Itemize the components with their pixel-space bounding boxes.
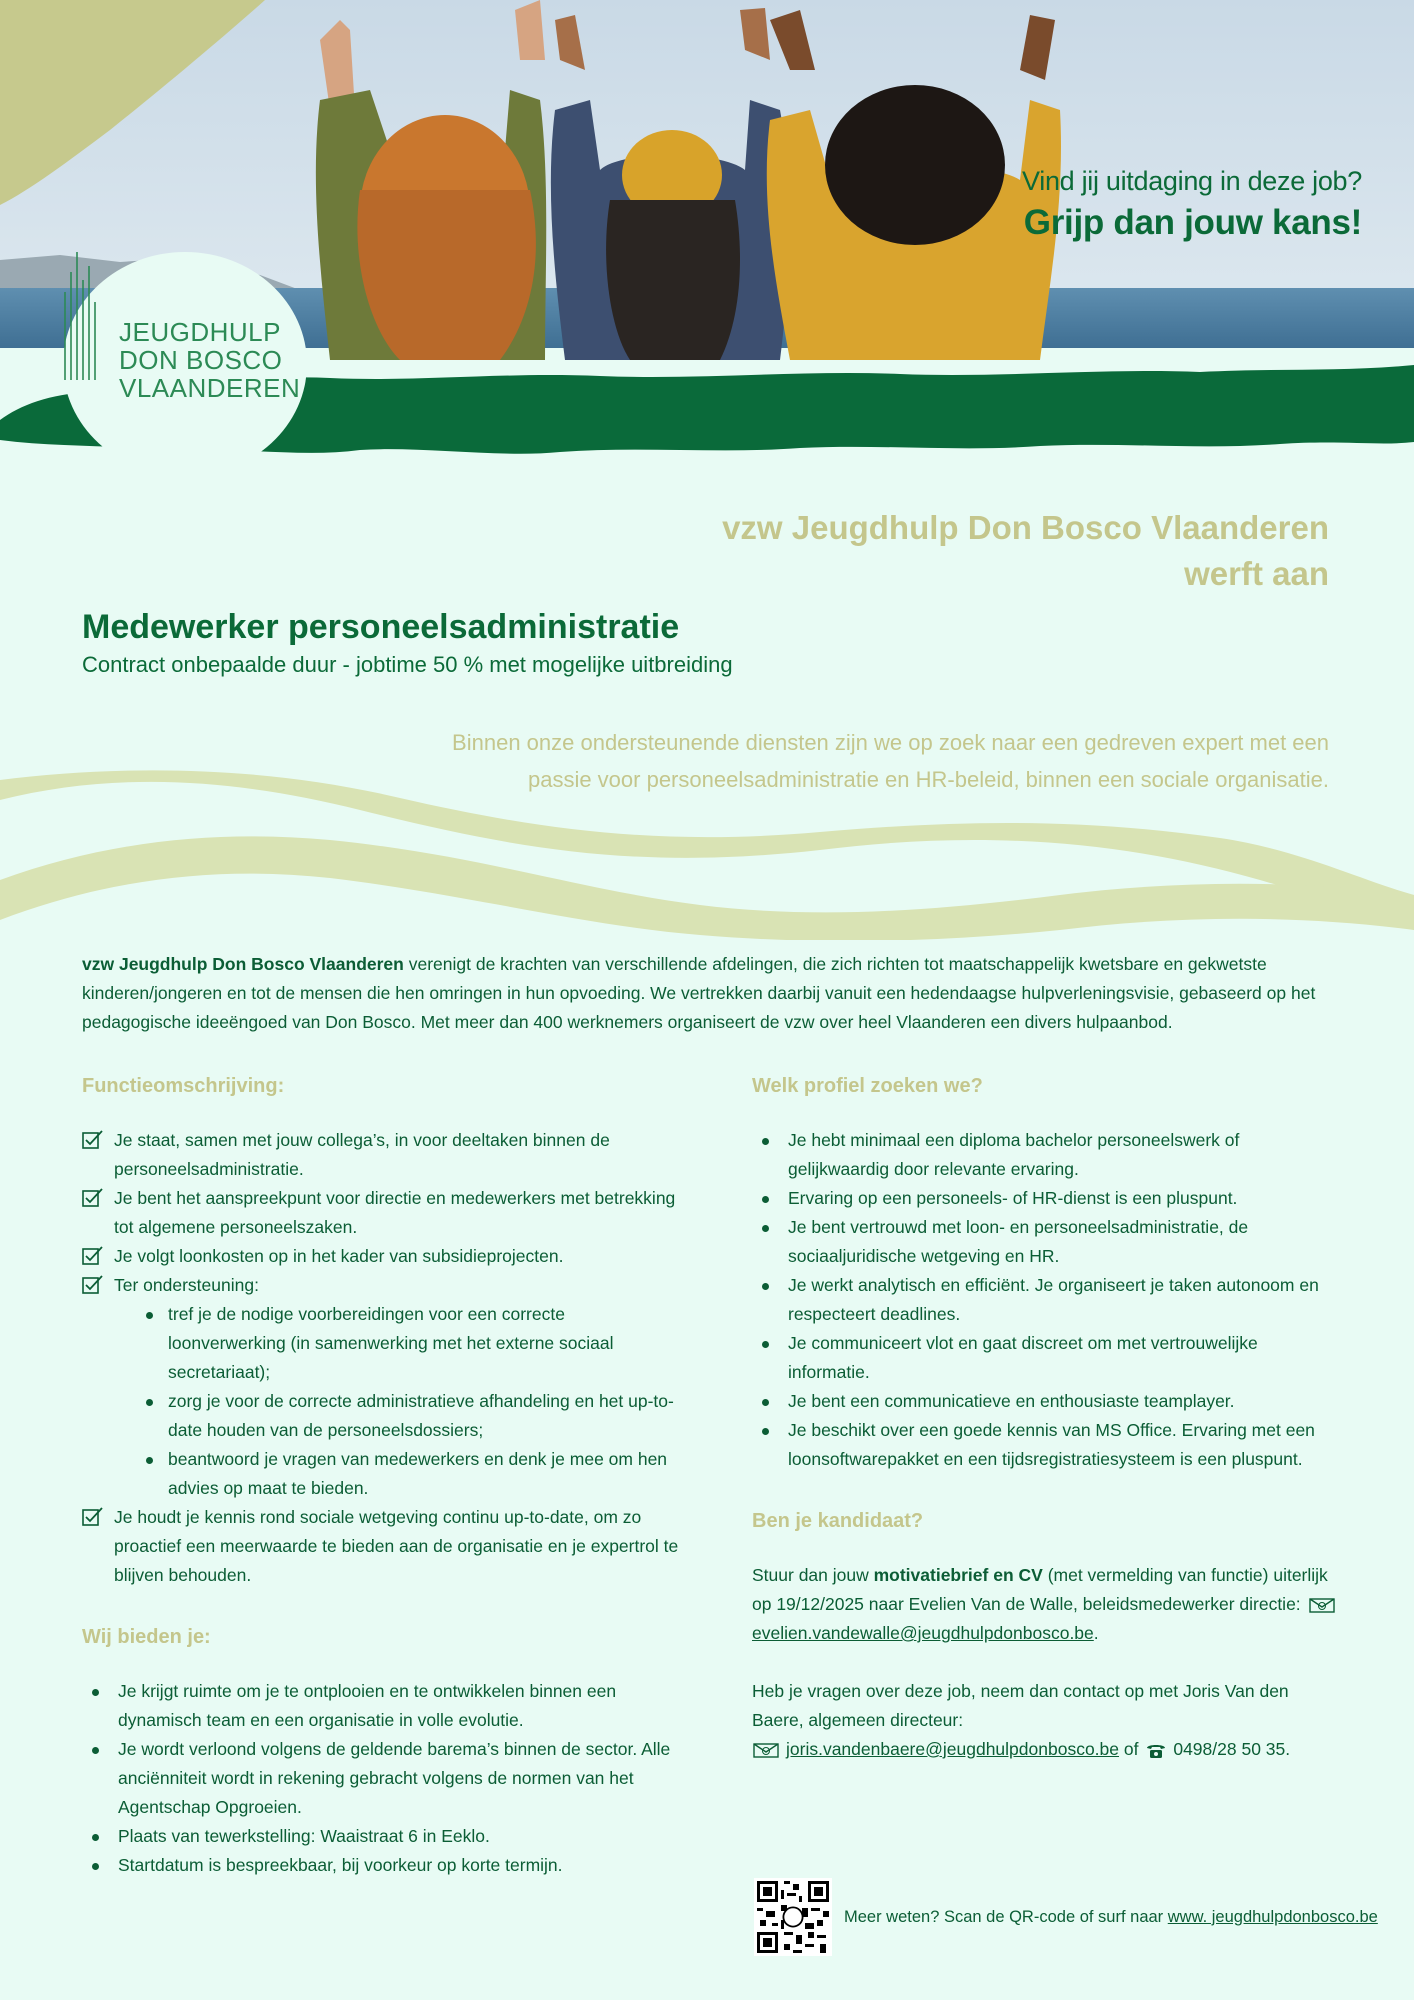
footer-text xyxy=(844,1908,1378,1927)
about-text: verenigt de krachten van verschillende afdelingen, die zich richten tot maatschappelijk kwetsbare en gekwetste kinderen/jongeren en tot de mensen die hen omringen in hun opvoeding. We vertrekken daarbij vanuit een hedendaagse hulpverleningsvisie, gebaseerd op het pedagogische ideeëngoed van Don Bosco. Met meer dan 400 werknemers organiseert de vzw over heel Vlaanderen een divers hulpaanbod. xyxy=(82,954,1316,1032)
job-title: Medewerker personeelsadministratie xyxy=(82,608,680,646)
functie-title: Functieomschrijving: xyxy=(82,1075,285,1097)
org-heading xyxy=(722,505,1329,597)
functie-item xyxy=(82,1271,682,1503)
profiel-item: Je werkt analytisch en efficiënt. Je organiseert je taken autonoom en respecteert deadlines. xyxy=(752,1271,1342,1329)
profiel-item: Je beschikt over een goede kennis van MS Office. Ervaring met een loonsoftwarepakket en een tijdsregistratiesysteem is een pluspunt. xyxy=(752,1416,1342,1474)
org-heading-line-1: vzw Jeugdhulp Don Bosco Vlaanderen xyxy=(722,509,1329,546)
functie-sub-item: zorg je voor de correcte administratieve afhandeling en het up-to-date houden van de personeelsdossiers; xyxy=(138,1387,682,1445)
profiel-item: Je bent vertrouwd met loon- en personeelsadministratie, de sociaaljuridische wetgeving en HR. xyxy=(752,1213,1342,1271)
checkbox-icon xyxy=(82,1188,104,1208)
right-column xyxy=(752,1075,1342,1764)
kandidaat-text: (met vermelding van functie) uiterlijk op 19/12/2025 naar Evelien Van de Walle, beleidsmedewerker directie: xyxy=(752,1565,1328,1614)
functie-item-text: Je houdt je kennis rond sociale wetgeving continu up-to-date, om zo proactief een meerwaarde te bieden aan de organisatie en je expertrol te blijven behouden. xyxy=(114,1507,679,1585)
bieden-item: Plaats van tewerkstelling: Waaistraat 6 in Eeklo. xyxy=(82,1822,682,1851)
functie-sub-item: beantwoord je vragen van medewerkers en denk je mee om hen advies op maat te bieden. xyxy=(138,1445,682,1503)
logo-text xyxy=(119,318,300,402)
about-org-name: vzw Jeugdhulp Don Bosco Vlaanderen xyxy=(82,954,404,974)
kandidaat-text: Heb je vragen over deze job, neem dan contact op met Joris Van den Baere, algemeen directeur: xyxy=(752,1681,1289,1730)
checkbox-icon xyxy=(82,1275,104,1295)
org-heading-line-2: werft aan xyxy=(1184,555,1329,592)
bieden-item: Startdatum is bespreekbaar, bij voorkeur op korte termijn. xyxy=(82,1851,682,1880)
functie-item-text: Je volgt loonkosten op in het kader van subsidieprojecten. xyxy=(114,1246,564,1266)
intro-text xyxy=(429,724,1329,798)
bieden-list xyxy=(82,1677,682,1880)
functie-item xyxy=(82,1503,682,1590)
qr-code-icon[interactable] xyxy=(754,1878,832,1956)
functie-item xyxy=(82,1184,682,1242)
logo-line-3: VLAANDEREN xyxy=(119,373,301,403)
organization-logo xyxy=(63,252,307,476)
email-link-evelien[interactable]: evelien.vandewalle@jeugdhulpdonbosco.be xyxy=(752,1623,1094,1643)
checkbox-icon xyxy=(82,1507,104,1527)
bieden-item: Je krijgt ruimte om je te ontplooien en te ontwikkelen binnen een dynamisch team en een organisatie in volle evolutie. xyxy=(82,1677,682,1735)
functie-item-text: Ter ondersteuning: xyxy=(114,1275,259,1295)
kandidaat-text: of xyxy=(1119,1739,1144,1759)
profiel-item: Je hebt minimaal een diploma bachelor personeelswerk of gelijkwaardig door relevante ervaring. xyxy=(752,1126,1342,1184)
kandidaat-title: Ben je kandidaat? xyxy=(752,1510,924,1532)
checkbox-icon xyxy=(82,1130,104,1150)
functie-list xyxy=(82,1126,682,1590)
profiel-item: Ervaring op een personeels- of HR-dienst is een pluspunt. xyxy=(752,1184,1342,1213)
checkbox-icon xyxy=(82,1246,104,1266)
profiel-item: Je bent een communicatieve en enthousiaste teamplayer. xyxy=(752,1387,1342,1416)
tagline-question: Vind jij uitdaging in deze job? xyxy=(1022,166,1362,196)
left-column xyxy=(82,1075,682,1880)
functie-item-text: Je staat, samen met jouw collega’s, in voor deeltaken binnen de personeelsadministratie. xyxy=(114,1130,610,1179)
intro-line-1: Binnen onze ondersteunende diensten zijn we op zoek naar een gedreven expert met een xyxy=(452,730,1329,755)
phone-icon xyxy=(1145,1741,1167,1759)
footer-qr-text: Meer weten? Scan de QR-code of surf naar xyxy=(844,1907,1168,1926)
website-link[interactable]: www. jeugdhulpdonbosco.be xyxy=(1167,1907,1378,1926)
about-paragraph xyxy=(82,950,1332,1037)
job-subtitle: Contract onbepaalde duur - jobtime 50 % met mogelijke uitbreiding xyxy=(82,652,733,677)
email-icon xyxy=(1308,1596,1336,1614)
logo-line-2: DON BOSCO xyxy=(119,345,283,375)
functie-item xyxy=(82,1126,682,1184)
functie-item xyxy=(82,1242,682,1271)
profiel-title: Welk profiel zoeken we? xyxy=(752,1075,983,1097)
intro-line-2: passie voor personeelsadministratie en HR-beleid, binnen een sociale organisatie. xyxy=(527,767,1329,792)
logo-line-1: JEUGDHULP xyxy=(119,317,281,347)
kandidaat-paragraph-1 xyxy=(752,1561,1342,1648)
bieden-item: Je wordt verloond volgens de geldende barema’s binnen de sector. Alle anciënniteit wordt in rekening gebracht volgens de normen van het Agentschap Opgroeien. xyxy=(82,1735,682,1822)
logo-bars-icon xyxy=(63,252,99,382)
kandidaat-bold: motivatiebrief en CV xyxy=(873,1565,1043,1585)
phone-number: 0498/28 50 35. xyxy=(1173,1739,1291,1759)
kandidaat-paragraph-2 xyxy=(752,1677,1342,1764)
email-icon xyxy=(752,1741,780,1759)
hero-tagline xyxy=(1022,166,1362,243)
hero-banner xyxy=(0,0,1414,500)
functie-sub-list xyxy=(114,1300,682,1503)
kandidaat-text: . xyxy=(1093,1623,1099,1643)
profiel-list xyxy=(752,1126,1342,1474)
functie-sub-item: tref je de nodige voorbereidingen voor een correcte loonverwerking (in samenwerking met het externe sociaal secretariaat); xyxy=(138,1300,682,1387)
functie-item-text: Je bent het aanspreekpunt voor directie en medewerkers met betrekking tot algemene personeelszaken. xyxy=(114,1188,676,1237)
kandidaat-text: Stuur dan jouw xyxy=(752,1565,874,1585)
footer-qr xyxy=(754,1878,1378,1956)
tagline-cta: Grijp dan jouw kans! xyxy=(1023,203,1362,242)
bieden-title: Wij bieden je: xyxy=(82,1626,211,1648)
profiel-item: Je communiceert vlot en gaat discreet om met vertrouwelijke informatie. xyxy=(752,1329,1342,1387)
email-link-joris[interactable]: joris.vandenbaere@jeugdhulpdonbosco.be xyxy=(786,1739,1120,1759)
